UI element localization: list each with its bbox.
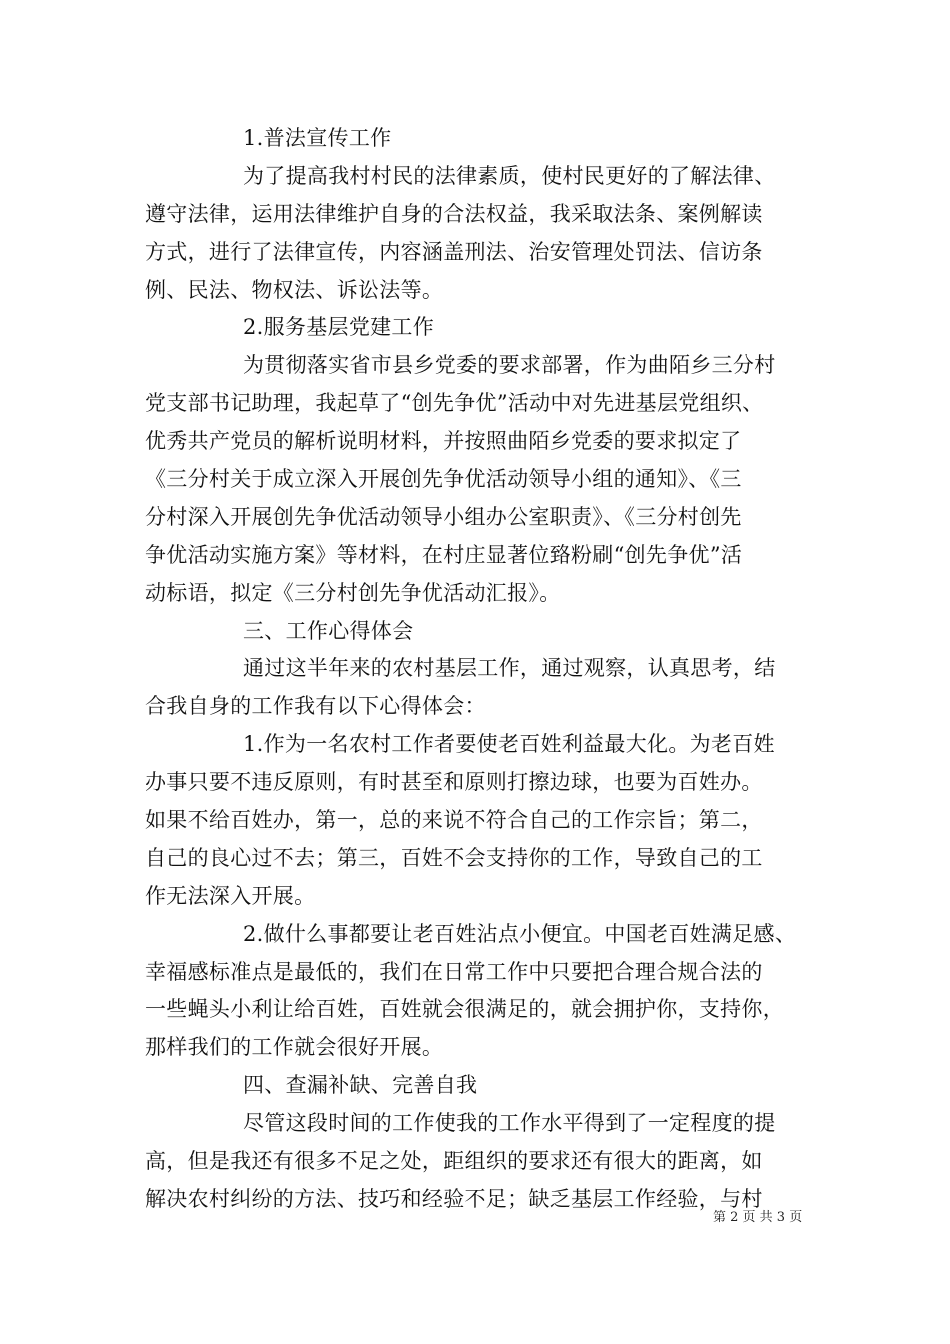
- text-line: 动标语，拟定《三分村创先争优活动汇报》。: [145, 580, 561, 605]
- text-line: 通过这半年来的农村基层工作，通过观察，认真思考，结: [243, 656, 776, 681]
- text-line: 高，但是我还有很多不足之处，距组织的要求还有很大的距离，如: [145, 1149, 763, 1174]
- page-number-footer: 第 2 页 共 3 页: [713, 1210, 803, 1225]
- text-line: 那样我们的工作就会很好开展。: [145, 1035, 444, 1060]
- text-line: 1.普法宣传工作: [243, 126, 392, 150]
- text-line: 四、查漏补缺、完善自我: [243, 1073, 478, 1098]
- document-body: [145, 120, 825, 1219]
- text-line: 1.作为一名农村工作者要使老百姓利益最大化。为老百姓: [243, 732, 775, 757]
- text-line: 《三分村关于成立深入开展创先争优活动领导小组的通知》、《三: [145, 467, 742, 492]
- text-line: 方式，进行了法律宣传，内容涵盖刑法、治安管理处罚法、信访条: [145, 239, 763, 264]
- text-line: 如果不给百姓办，第一，总的来说不符合自己的工作宗旨；第二，: [145, 808, 763, 833]
- text-line: 遵守法律，运用法律维护自身的合法权益，我采取法条、案例解读: [145, 201, 763, 226]
- text-line: 三、工作心得体会: [243, 618, 414, 643]
- text-line: 为贯彻落实省市县乡党委的要求部署，作为曲陌乡三分村: [243, 353, 776, 378]
- text-line: 2.做什么事都要让老百姓沾点小便宜。中国老百姓满足感、: [243, 921, 797, 946]
- text-line: 合我自身的工作我有以下心得体会：: [145, 694, 486, 719]
- text-line: 党支部书记助理，我起草了“创先争优”活动中对先进基层党组织、: [145, 391, 764, 416]
- text-line: 作无法深入开展。: [145, 883, 316, 908]
- text-line: 自己的良心过不去；第三，百姓不会支持你的工作，导致自己的工: [145, 845, 763, 870]
- text-line: 优秀共产党员的解析说明材料，并按照曲陌乡党委的要求拟定了: [145, 429, 742, 454]
- text-line: 幸福感标准点是最低的，我们在日常工作中只要把合理合规合法的: [145, 959, 763, 984]
- text-line: 为了提高我村村民的法律素质，使村民更好的了解法律、: [243, 163, 776, 188]
- text-line: 办事只要不违反原则，有时甚至和原则打擦边球，也要为百姓办。: [145, 770, 763, 795]
- text-line: 一些蝇头小利让给百姓，百姓就会很满足的，就会拥护你，支持你，: [145, 997, 784, 1022]
- text-line: 解决农村纠纷的方法、技巧和经验不足；缺乏基层工作经验，与村: [145, 1186, 763, 1211]
- text-line: 争优活动实施方案》等材料，在村庄显著位臵粉刷“创先争优”活: [145, 542, 743, 567]
- text-line: 分村深入开展创先争优活动领导小组办公室职责》、《三分村创先: [145, 504, 742, 529]
- text-line: 2.服务基层党建工作: [243, 315, 435, 340]
- text-line: 例、民法、物权法、诉讼法等。: [145, 277, 444, 302]
- text-line: 尽管这段时间的工作使我的工作水平得到了一定程度的提: [243, 1111, 776, 1136]
